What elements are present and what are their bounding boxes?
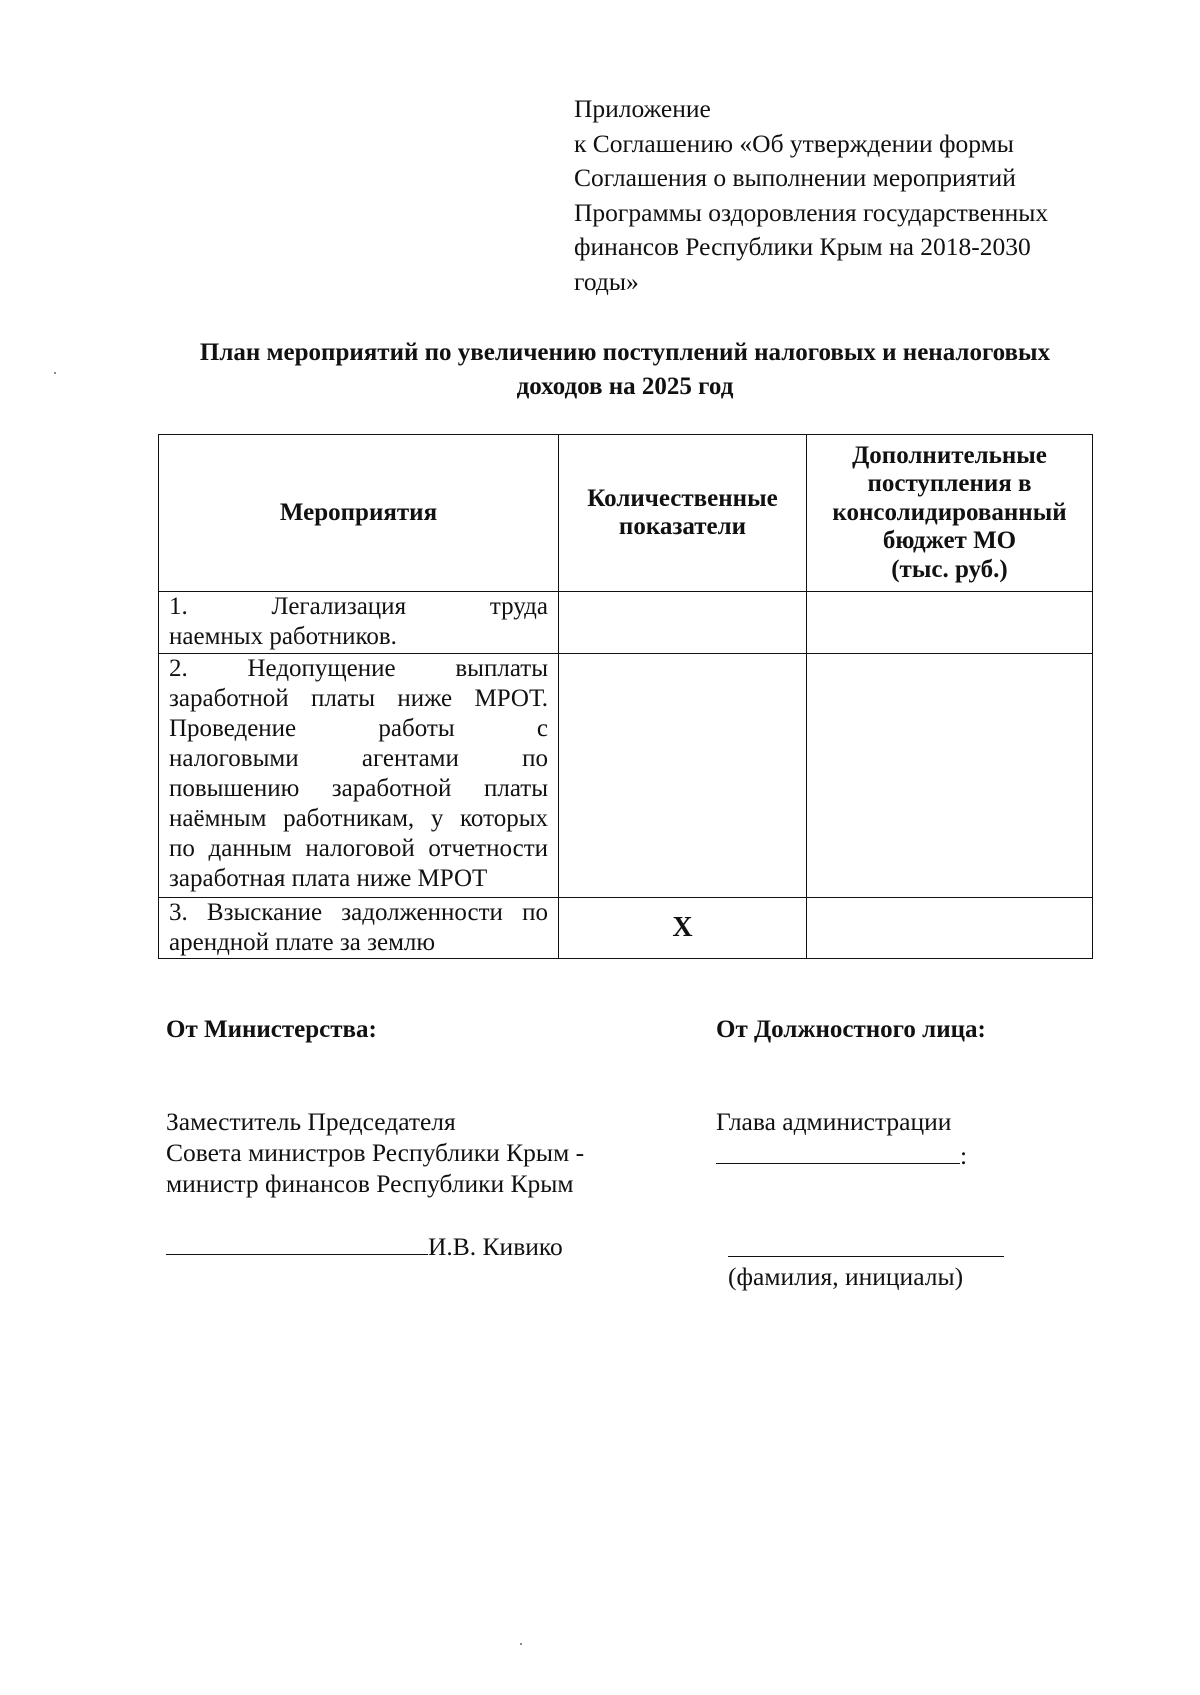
- title-line-2: доходов на 2025 год: [516, 373, 734, 400]
- event-line: наемных работников.: [169, 623, 397, 650]
- annex-line: Программы оздоровления государственных: [574, 197, 1049, 227]
- header-line: показатели: [618, 513, 747, 540]
- additional-cell: [807, 654, 1093, 898]
- event-line: 2. Недопущение выплаты: [169, 655, 548, 682]
- position-line: Совета министров Республики Крым -: [166, 1138, 585, 1167]
- signer-name: И.В. Кивико: [428, 1232, 563, 1261]
- annex-note: [574, 92, 1094, 299]
- ministry-signature-line: [166, 1228, 563, 1262]
- official-blank-line: [716, 1137, 1076, 1171]
- document-title: [150, 336, 1100, 404]
- event-line: 1. Легализация труда: [169, 593, 548, 620]
- header-quantitative: [559, 435, 807, 592]
- event-line: арендной плате за землю: [169, 929, 436, 956]
- event-line: Проведение работы с: [169, 715, 548, 742]
- blank-suffix: :: [960, 1141, 968, 1170]
- table-row: [159, 592, 1093, 654]
- quantitative-cell: [559, 592, 807, 654]
- event-line: заработной платы ниже МРОТ.: [169, 685, 548, 712]
- annex-line: к Соглашению «Об утверждении формы: [574, 128, 1014, 158]
- header-line: Дополнительные: [852, 441, 1047, 469]
- annex-line: финансов Республики Крым на 2018-2030: [574, 232, 1031, 261]
- event-line: 3. Взыскание задолженности по: [169, 899, 548, 926]
- header-line: (тыс. руб.): [891, 555, 1008, 583]
- additional-cell: [807, 592, 1093, 654]
- quantitative-cell-mark: X: [559, 898, 807, 959]
- official-position: [716, 1106, 1076, 1171]
- header-line: консолидированный: [832, 498, 1067, 526]
- annex-line: Соглашения о выполнении мероприятий: [574, 163, 1016, 192]
- event-line: наёмным работникам, у которых: [169, 805, 548, 832]
- position-line: министр финансов Республики Крым: [166, 1169, 574, 1198]
- event-cell: [159, 898, 559, 959]
- annex-line: Приложение: [574, 94, 711, 123]
- annex-line: годы»: [574, 266, 639, 296]
- event-line: заработная плата ниже МРОТ: [169, 865, 488, 892]
- table-header-row: [159, 435, 1093, 592]
- blank-underline: [716, 1137, 960, 1164]
- table-row: [159, 654, 1093, 898]
- ministry-position: [166, 1106, 636, 1199]
- header-line: Количественные: [587, 484, 778, 512]
- header-events: Мероприятия: [159, 435, 559, 592]
- table-row: [159, 898, 1093, 959]
- event-cell: [159, 592, 559, 654]
- official-name-caption: (фамилия, инициалы): [728, 1262, 964, 1291]
- official-heading: От Должностного лица:: [716, 1016, 986, 1043]
- official-name-underline: [728, 1256, 1004, 1257]
- scan-speck: [54, 372, 56, 374]
- event-cell: [159, 654, 559, 898]
- additional-cell: [807, 898, 1093, 959]
- header-line: бюджет МО: [882, 527, 1017, 555]
- event-line: по данным налоговой отчетности: [169, 835, 548, 862]
- position-line: Глава администрации: [716, 1107, 952, 1136]
- title-line-1: План мероприятий по увеличению поступлений налоговых и неналоговых: [199, 339, 1051, 366]
- plan-table: [158, 434, 1093, 959]
- header-line: поступления в: [867, 470, 1032, 498]
- quantitative-cell: [559, 654, 807, 898]
- signature-underline: [166, 1228, 428, 1255]
- ministry-heading: От Министерства:: [166, 1016, 377, 1043]
- event-line: налоговыми агентами по: [169, 745, 548, 772]
- position-line: Заместитель Председателя: [166, 1107, 456, 1136]
- event-line: повышению заработной платы: [169, 775, 548, 802]
- header-additional: [807, 435, 1093, 592]
- scan-speck: [520, 1643, 522, 1645]
